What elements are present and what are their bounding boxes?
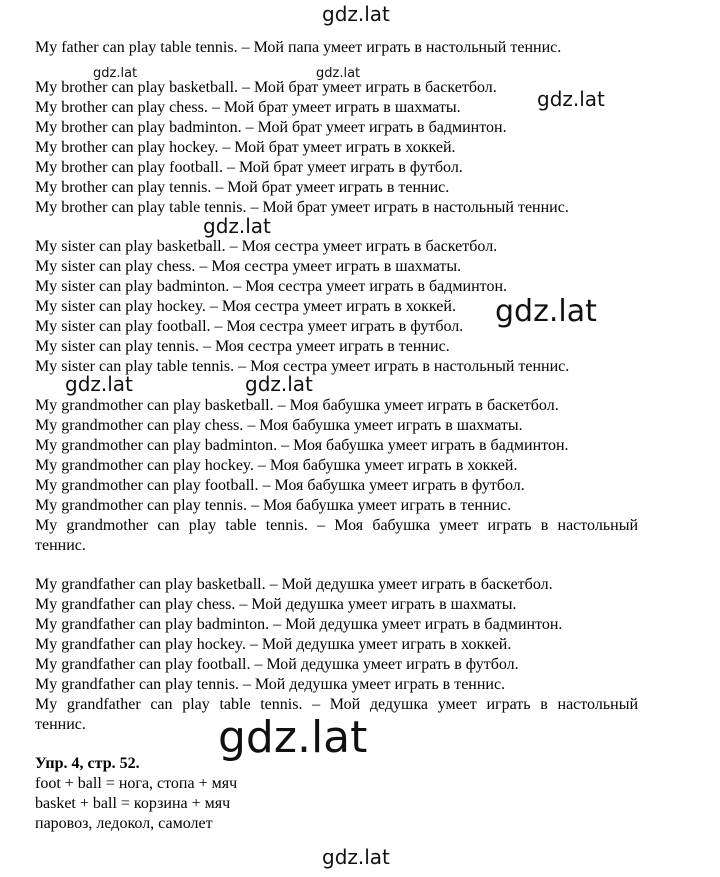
text-line: My brother can play football. – Мой брат умеет играть в футбол. bbox=[35, 159, 463, 176]
text-line: My grandfather can play hockey. – Мой дедушка умеет играть в хоккей. bbox=[35, 636, 512, 653]
text-line: теннис. bbox=[35, 537, 86, 554]
text-line: My sister can play basketball. – Моя сестра умеет играть в баскетбол. bbox=[35, 238, 498, 255]
text-line: My grandmother can play football. – Моя бабушка умеет играть в футбол. bbox=[35, 477, 525, 494]
text-line: My grandfather can play football. – Мой дедушка умеет играть в футбол. bbox=[35, 656, 519, 673]
text-line: My sister can play chess. – Моя сестра умеет играть в шахматы. bbox=[35, 258, 462, 275]
watermark: gdz.lat bbox=[65, 372, 133, 396]
text-line: My sister can play football. – Моя сестра умеет играть в футбол. bbox=[35, 318, 464, 335]
text-line: My grandmother can play chess. – Моя бабушка умеет играть в шахматы. bbox=[35, 417, 523, 434]
exercise-line: basket + ball = корзина + мяч bbox=[35, 795, 231, 812]
watermark: gdz.lat bbox=[322, 845, 390, 869]
watermark: gdz.lat bbox=[218, 712, 368, 763]
text-line: My grandmother can play badminton. – Моя бабушка умеет играть в бадминтон. bbox=[35, 437, 569, 454]
text-line: My brother can play chess. – Мой брат умеет играть в шахматы. bbox=[35, 99, 461, 116]
watermark: gdz.lat bbox=[93, 66, 138, 81]
exercise-line: паровоз, ледокол, самолет bbox=[35, 815, 213, 832]
watermark: gdz.lat bbox=[245, 372, 313, 396]
text-line: My grandmother can play hockey. – Моя бабушка умеет играть в хоккей. bbox=[35, 457, 518, 474]
text-line: My grandfather can play badminton. – Мой дедушка умеет играть в бадминтон. bbox=[35, 616, 563, 633]
text-line: My brother can play table tennis. – Мой брат умеет играть в настольный теннис. bbox=[35, 199, 569, 216]
exercise-heading: Упр. 4, стр. 52. bbox=[35, 755, 140, 772]
text-line: My sister can play hockey. – Моя сестра умеет играть в хоккей. bbox=[35, 298, 456, 315]
text-line: My sister can play badminton. – Моя сестра умеет играть в бадминтон. bbox=[35, 278, 507, 295]
text-line: My brother can play hockey. – Мой брат умеет играть в хоккей. bbox=[35, 139, 456, 156]
text-line: My brother can play badminton. – Мой брат умеет играть в бадминтон. bbox=[35, 119, 507, 136]
text-line: My brother can play tennis. – Мой брат умеет играть в теннис. bbox=[35, 179, 450, 196]
text-line: My grandmother can play basketball. – Моя бабушка умеет играть в баскетбол. bbox=[35, 397, 559, 414]
text-line: My sister can play tennis. – Моя сестра умеет играть в теннис. bbox=[35, 338, 450, 355]
watermark: gdz.lat bbox=[316, 66, 361, 81]
text-line: My grandfather can play basketball. – Мой дедушка умеет играть в баскетбол. bbox=[35, 576, 553, 593]
watermark: gdz.lat bbox=[322, 2, 390, 26]
text-line: My father can play table tennis. – Мой папа умеет играть в настольный теннис. bbox=[35, 39, 562, 56]
text-line: My grandfather can play tennis. – Мой дедушка умеет играть в теннис. bbox=[35, 676, 506, 693]
watermark: gdz.lat bbox=[203, 214, 271, 238]
text-line: My grandfather can play chess. – Мой дедушка умеет играть в шахматы. bbox=[35, 596, 517, 613]
text-line: My grandmother can play tennis. – Моя бабушка умеет играть в теннис. bbox=[35, 497, 512, 514]
watermark: gdz.lat bbox=[495, 294, 597, 329]
text-line: My grandfather can play table tennis. – Мой дедушка умеет играть в настольный bbox=[35, 696, 638, 713]
text-line: My grandmother can play table tennis. – Моя бабушка умеет играть в настольный bbox=[35, 517, 638, 534]
text-line: My brother can play basketball. – Мой брат умеет играть в баскетбол. bbox=[35, 79, 497, 96]
text-line: My sister can play table tennis. – Моя сестра умеет играть в настольный теннис. bbox=[35, 358, 570, 375]
exercise-line: foot + ball = нога, стопа + мяч bbox=[35, 775, 238, 792]
text-line: теннис. bbox=[35, 716, 86, 733]
watermark: gdz.lat bbox=[537, 87, 605, 111]
